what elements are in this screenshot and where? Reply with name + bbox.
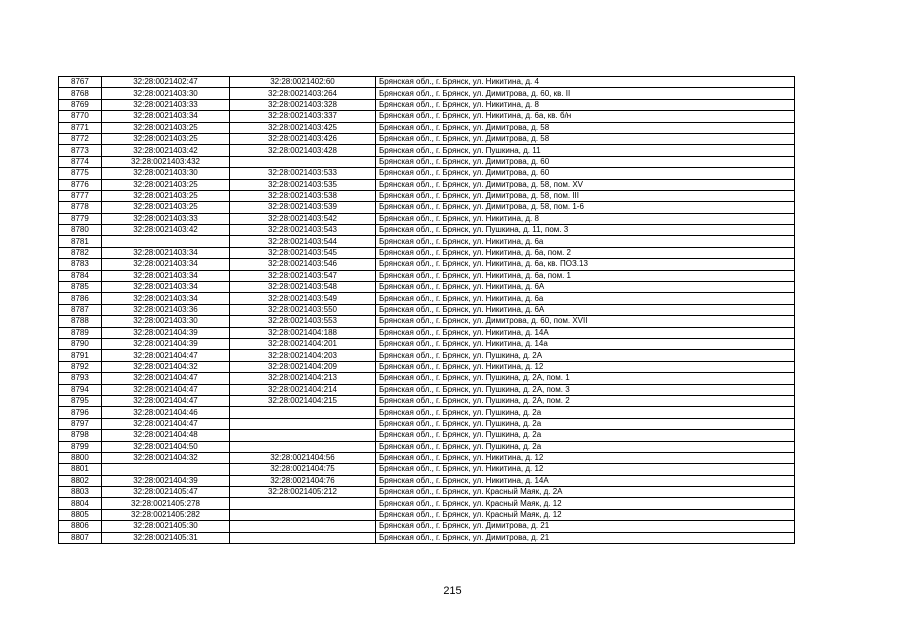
row-number-cell: 8768 — [59, 88, 102, 99]
table-row — [59, 350, 795, 361]
related-cadastral-number-cell: 32:28:0021404:76 — [230, 475, 376, 486]
related-cadastral-number-cell: 32:28:0021405:212 — [230, 487, 376, 498]
row-number-cell: 8775 — [59, 168, 102, 179]
related-cadastral-number-cell: 32:28:0021404:213 — [230, 373, 376, 384]
table-row — [59, 452, 795, 463]
address-cell: Брянская обл., г. Брянск, ул. Пушкина, д. 2а — [376, 441, 795, 452]
row-number-cell: 8807 — [59, 532, 102, 543]
table-row — [59, 407, 795, 418]
table-row — [59, 509, 795, 520]
address-cell: Брянская обл., г. Брянск, ул. Никитина, д. 12 — [376, 452, 795, 463]
address-cell: Брянская обл., г. Брянск, ул. Никитина, д. 6а, пом. 2 — [376, 247, 795, 258]
cadastral-number-cell: 32:28:0021404:47 — [102, 373, 230, 384]
cadastral-number-cell — [102, 464, 230, 475]
cadastral-number-cell: 32:28:0021404:39 — [102, 338, 230, 349]
related-cadastral-number-cell: 32:28:0021403:425 — [230, 122, 376, 133]
cadastral-number-cell: 32:28:0021404:48 — [102, 430, 230, 441]
table-row — [59, 532, 795, 543]
cadastral-number-cell: 32:28:0021403:25 — [102, 202, 230, 213]
address-cell: Брянская обл., г. Брянск, ул. Димитрова, д. 58, пом. 1-6 — [376, 202, 795, 213]
address-cell: Брянская обл., г. Брянск, ул. Димитрова, д. 58, пом. III — [376, 190, 795, 201]
address-cell: Брянская обл., г. Брянск, ул. Никитина, д. 6А — [376, 304, 795, 315]
address-cell: Брянская обл., г. Брянск, ул. Димитрова, д. 58 — [376, 133, 795, 144]
address-cell: Брянская обл., г. Брянск, ул. Димитрова, д. 60 — [376, 156, 795, 167]
address-cell: Брянская обл., г. Брянск, ул. Пушкина, д. 2а — [376, 407, 795, 418]
related-cadastral-number-cell: 32:28:0021403:547 — [230, 270, 376, 281]
row-number-cell: 8781 — [59, 236, 102, 247]
cadastral-number-cell: 32:28:0021403:30 — [102, 168, 230, 179]
cadastral-number-cell: 32:28:0021405:278 — [102, 498, 230, 509]
cadastral-number-cell: 32:28:0021402:47 — [102, 77, 230, 88]
cadastral-number-cell: 32:28:0021405:31 — [102, 532, 230, 543]
table-row — [59, 361, 795, 372]
cadastral-number-cell: 32:28:0021404:47 — [102, 395, 230, 406]
table-row — [59, 122, 795, 133]
registry-table — [58, 76, 795, 544]
row-number-cell: 8770 — [59, 111, 102, 122]
row-number-cell: 8771 — [59, 122, 102, 133]
related-cadastral-number-cell: 32:28:0021403:337 — [230, 111, 376, 122]
registry-table-body — [59, 77, 795, 544]
table-row — [59, 441, 795, 452]
row-number-cell: 8799 — [59, 441, 102, 452]
table-row — [59, 145, 795, 156]
address-cell: Брянская обл., г. Брянск, ул. Пушкина, д. 11, пом. 3 — [376, 225, 795, 236]
table-row — [59, 77, 795, 88]
table-row — [59, 430, 795, 441]
address-cell: Брянская обл., г. Брянск, ул. Красный Маяк, д. 12 — [376, 498, 795, 509]
row-number-cell: 8797 — [59, 418, 102, 429]
row-number-cell: 8767 — [59, 77, 102, 88]
cadastral-number-cell: 32:28:0021404:47 — [102, 384, 230, 395]
cadastral-number-cell: 32:28:0021403:25 — [102, 133, 230, 144]
row-number-cell: 8790 — [59, 338, 102, 349]
related-cadastral-number-cell — [230, 407, 376, 418]
table-row — [59, 521, 795, 532]
related-cadastral-number-cell: 32:28:0021403:264 — [230, 88, 376, 99]
row-number-cell: 8801 — [59, 464, 102, 475]
page-number: 215 — [443, 585, 462, 597]
cadastral-number-cell: 32:28:0021405:30 — [102, 521, 230, 532]
cadastral-number-cell: 32:28:0021403:25 — [102, 190, 230, 201]
cadastral-number-cell: 32:28:0021403:34 — [102, 247, 230, 258]
row-number-cell: 8774 — [59, 156, 102, 167]
row-number-cell: 8789 — [59, 327, 102, 338]
cadastral-number-cell: 32:28:0021403:25 — [102, 179, 230, 190]
row-number-cell: 8778 — [59, 202, 102, 213]
cadastral-number-cell: 32:28:0021403:36 — [102, 304, 230, 315]
row-number-cell: 8796 — [59, 407, 102, 418]
related-cadastral-number-cell: 32:28:0021404:75 — [230, 464, 376, 475]
related-cadastral-number-cell: 32:28:0021404:56 — [230, 452, 376, 463]
row-number-cell: 8772 — [59, 133, 102, 144]
address-cell: Брянская обл., г. Брянск, ул. Пушкина, д. 2а — [376, 430, 795, 441]
related-cadastral-number-cell: 32:28:0021404:203 — [230, 350, 376, 361]
table-row — [59, 236, 795, 247]
table-row — [59, 373, 795, 384]
table-row — [59, 293, 795, 304]
related-cadastral-number-cell: 32:28:0021403:426 — [230, 133, 376, 144]
address-cell: Брянская обл., г. Брянск, ул. Пушкина, д. 2а — [376, 418, 795, 429]
cadastral-number-cell: 32:28:0021403:33 — [102, 99, 230, 110]
related-cadastral-number-cell: 32:28:0021402:60 — [230, 77, 376, 88]
table-row — [59, 213, 795, 224]
table-row — [59, 384, 795, 395]
cadastral-number-cell: 32:28:0021404:39 — [102, 475, 230, 486]
table-row — [59, 338, 795, 349]
row-number-cell: 8791 — [59, 350, 102, 361]
related-cadastral-number-cell: 32:28:0021403:535 — [230, 179, 376, 190]
related-cadastral-number-cell: 32:28:0021403:546 — [230, 259, 376, 270]
related-cadastral-number-cell — [230, 521, 376, 532]
related-cadastral-number-cell — [230, 441, 376, 452]
table-row — [59, 487, 795, 498]
related-cadastral-number-cell — [230, 509, 376, 520]
address-cell: Брянская обл., г. Брянск, ул. Никитина, д. 14а — [376, 338, 795, 349]
cadastral-number-cell: 32:28:0021403:432 — [102, 156, 230, 167]
cadastral-number-cell: 32:28:0021403:30 — [102, 88, 230, 99]
cadastral-number-cell: 32:28:0021404:50 — [102, 441, 230, 452]
row-number-cell: 8794 — [59, 384, 102, 395]
cadastral-number-cell: 32:28:0021404:39 — [102, 327, 230, 338]
table-row — [59, 270, 795, 281]
address-cell: Брянская обл., г. Брянск, ул. Никитина, д. 8 — [376, 99, 795, 110]
related-cadastral-number-cell: 32:28:0021403:539 — [230, 202, 376, 213]
related-cadastral-number-cell: 32:28:0021403:538 — [230, 190, 376, 201]
table-row — [59, 498, 795, 509]
related-cadastral-number-cell: 32:28:0021404:201 — [230, 338, 376, 349]
table-row — [59, 259, 795, 270]
cadastral-number-cell: 32:28:0021403:34 — [102, 270, 230, 281]
related-cadastral-number-cell: 32:28:0021403:550 — [230, 304, 376, 315]
address-cell: Брянская обл., г. Брянск, ул. Никитина, д. 6а, пом. 1 — [376, 270, 795, 281]
related-cadastral-number-cell: 32:28:0021404:215 — [230, 395, 376, 406]
cadastral-number-cell: 32:28:0021404:32 — [102, 361, 230, 372]
related-cadastral-number-cell: 32:28:0021404:188 — [230, 327, 376, 338]
related-cadastral-number-cell — [230, 532, 376, 543]
address-cell: Брянская обл., г. Брянск, ул. Никитина, д. 6А — [376, 282, 795, 293]
related-cadastral-number-cell: 32:28:0021403:545 — [230, 247, 376, 258]
address-cell: Брянская обл., г. Брянск, ул. Димитрова, д. 60, пом. XVII — [376, 316, 795, 327]
row-number-cell: 8782 — [59, 247, 102, 258]
row-number-cell: 8802 — [59, 475, 102, 486]
related-cadastral-number-cell: 32:28:0021403:328 — [230, 99, 376, 110]
address-cell: Брянская обл., г. Брянск, ул. Димитрова, д. 58 — [376, 122, 795, 133]
cadastral-number-cell: 32:28:0021403:34 — [102, 293, 230, 304]
address-cell: Брянская обл., г. Брянск, ул. Красный Маяк, д. 12 — [376, 509, 795, 520]
row-number-cell: 8780 — [59, 225, 102, 236]
related-cadastral-number-cell: 32:28:0021403:428 — [230, 145, 376, 156]
row-number-cell: 8769 — [59, 99, 102, 110]
address-cell: Брянская обл., г. Брянск, ул. Никитина, д. 14А — [376, 475, 795, 486]
table-row — [59, 88, 795, 99]
related-cadastral-number-cell — [230, 498, 376, 509]
address-cell: Брянская обл., г. Брянск, ул. Димитрова, д. 58, пом. XV — [376, 179, 795, 190]
table-row — [59, 168, 795, 179]
cadastral-number-cell: 32:28:0021403:34 — [102, 259, 230, 270]
address-cell: Брянская обл., г. Брянск, ул. Димитрова, д. 60 — [376, 168, 795, 179]
table-row — [59, 475, 795, 486]
row-number-cell: 8777 — [59, 190, 102, 201]
row-number-cell: 8803 — [59, 487, 102, 498]
cadastral-number-cell: 32:28:0021403:34 — [102, 111, 230, 122]
address-cell: Брянская обл., г. Брянск, ул. Пушкина, д. 2А, пом. 1 — [376, 373, 795, 384]
table-row — [59, 179, 795, 190]
table-row — [59, 464, 795, 475]
cadastral-number-cell: 32:28:0021403:42 — [102, 225, 230, 236]
address-cell: Брянская обл., г. Брянск, ул. Никитина, д. 12 — [376, 361, 795, 372]
table-row — [59, 225, 795, 236]
cadastral-number-cell: 32:28:0021405:47 — [102, 487, 230, 498]
table-row — [59, 99, 795, 110]
table-row — [59, 395, 795, 406]
related-cadastral-number-cell: 32:28:0021403:542 — [230, 213, 376, 224]
table-row — [59, 156, 795, 167]
table-row — [59, 247, 795, 258]
row-number-cell: 8788 — [59, 316, 102, 327]
row-number-cell: 8805 — [59, 509, 102, 520]
address-cell: Брянская обл., г. Брянск, ул. Пушкина, д. 11 — [376, 145, 795, 156]
address-cell: Брянская обл., г. Брянск, ул. Димитрова, д. 21 — [376, 532, 795, 543]
table-row — [59, 190, 795, 201]
table-row — [59, 133, 795, 144]
cadastral-number-cell: 32:28:0021404:32 — [102, 452, 230, 463]
cadastral-number-cell: 32:28:0021403:33 — [102, 213, 230, 224]
row-number-cell: 8783 — [59, 259, 102, 270]
related-cadastral-number-cell — [230, 418, 376, 429]
table-row — [59, 418, 795, 429]
address-cell: Брянская обл., г. Брянск, ул. Никитина, д. 6а, кв. ПОЗ.13 — [376, 259, 795, 270]
row-number-cell: 8784 — [59, 270, 102, 281]
related-cadastral-number-cell: 32:28:0021403:553 — [230, 316, 376, 327]
cadastral-number-cell: 32:28:0021403:42 — [102, 145, 230, 156]
row-number-cell: 8779 — [59, 213, 102, 224]
related-cadastral-number-cell: 32:28:0021403:544 — [230, 236, 376, 247]
related-cadastral-number-cell: 32:28:0021404:214 — [230, 384, 376, 395]
row-number-cell: 8792 — [59, 361, 102, 372]
cadastral-number-cell: 32:28:0021403:34 — [102, 282, 230, 293]
address-cell: Брянская обл., г. Брянск, ул. Никитина, д. 6а — [376, 236, 795, 247]
cadastral-number-cell: 32:28:0021404:47 — [102, 350, 230, 361]
row-number-cell: 8798 — [59, 430, 102, 441]
row-number-cell: 8795 — [59, 395, 102, 406]
row-number-cell: 8804 — [59, 498, 102, 509]
row-number-cell: 8806 — [59, 521, 102, 532]
related-cadastral-number-cell: 32:28:0021403:543 — [230, 225, 376, 236]
cadastral-number-cell — [102, 236, 230, 247]
address-cell: Брянская обл., г. Брянск, ул. Никитина, д. 8 — [376, 213, 795, 224]
related-cadastral-number-cell: 32:28:0021403:533 — [230, 168, 376, 179]
cadastral-number-cell: 32:28:0021403:30 — [102, 316, 230, 327]
address-cell: Брянская обл., г. Брянск, ул. Никитина, д. 6а, кв. б/н — [376, 111, 795, 122]
address-cell: Брянская обл., г. Брянск, ул. Димитрова, д. 60, кв. II — [376, 88, 795, 99]
table-row — [59, 202, 795, 213]
row-number-cell: 8785 — [59, 282, 102, 293]
cadastral-number-cell: 32:28:0021405:282 — [102, 509, 230, 520]
row-number-cell: 8773 — [59, 145, 102, 156]
address-cell: Брянская обл., г. Брянск, ул. Пушкина, д. 2А — [376, 350, 795, 361]
row-number-cell: 8776 — [59, 179, 102, 190]
address-cell: Брянская обл., г. Брянск, ул. Пушкина, д. 2А, пом. 3 — [376, 384, 795, 395]
address-cell: Брянская обл., г. Брянск, ул. Красный Маяк, д. 2А — [376, 487, 795, 498]
related-cadastral-number-cell: 32:28:0021404:209 — [230, 361, 376, 372]
related-cadastral-number-cell — [230, 430, 376, 441]
address-cell: Брянская обл., г. Брянск, ул. Никитина, д. 14А — [376, 327, 795, 338]
cadastral-number-cell: 32:28:0021403:25 — [102, 122, 230, 133]
cadastral-number-cell: 32:28:0021404:46 — [102, 407, 230, 418]
row-number-cell: 8787 — [59, 304, 102, 315]
related-cadastral-number-cell: 32:28:0021403:548 — [230, 282, 376, 293]
address-cell: Брянская обл., г. Брянск, ул. Никитина, д. 6а — [376, 293, 795, 304]
table-row — [59, 327, 795, 338]
table-row — [59, 111, 795, 122]
related-cadastral-number-cell: 32:28:0021403:549 — [230, 293, 376, 304]
address-cell: Брянская обл., г. Брянск, ул. Димитрова, д. 21 — [376, 521, 795, 532]
table-row — [59, 304, 795, 315]
row-number-cell: 8800 — [59, 452, 102, 463]
row-number-cell: 8786 — [59, 293, 102, 304]
related-cadastral-number-cell — [230, 156, 376, 167]
table-row — [59, 316, 795, 327]
address-cell: Брянская обл., г. Брянск, ул. Никитина, д. 12 — [376, 464, 795, 475]
row-number-cell: 8793 — [59, 373, 102, 384]
address-cell: Брянская обл., г. Брянск, ул. Никитина, д. 4 — [376, 77, 795, 88]
cadastral-number-cell: 32:28:0021404:47 — [102, 418, 230, 429]
table-row — [59, 282, 795, 293]
address-cell: Брянская обл., г. Брянск, ул. Пушкина, д. 2А, пом. 2 — [376, 395, 795, 406]
